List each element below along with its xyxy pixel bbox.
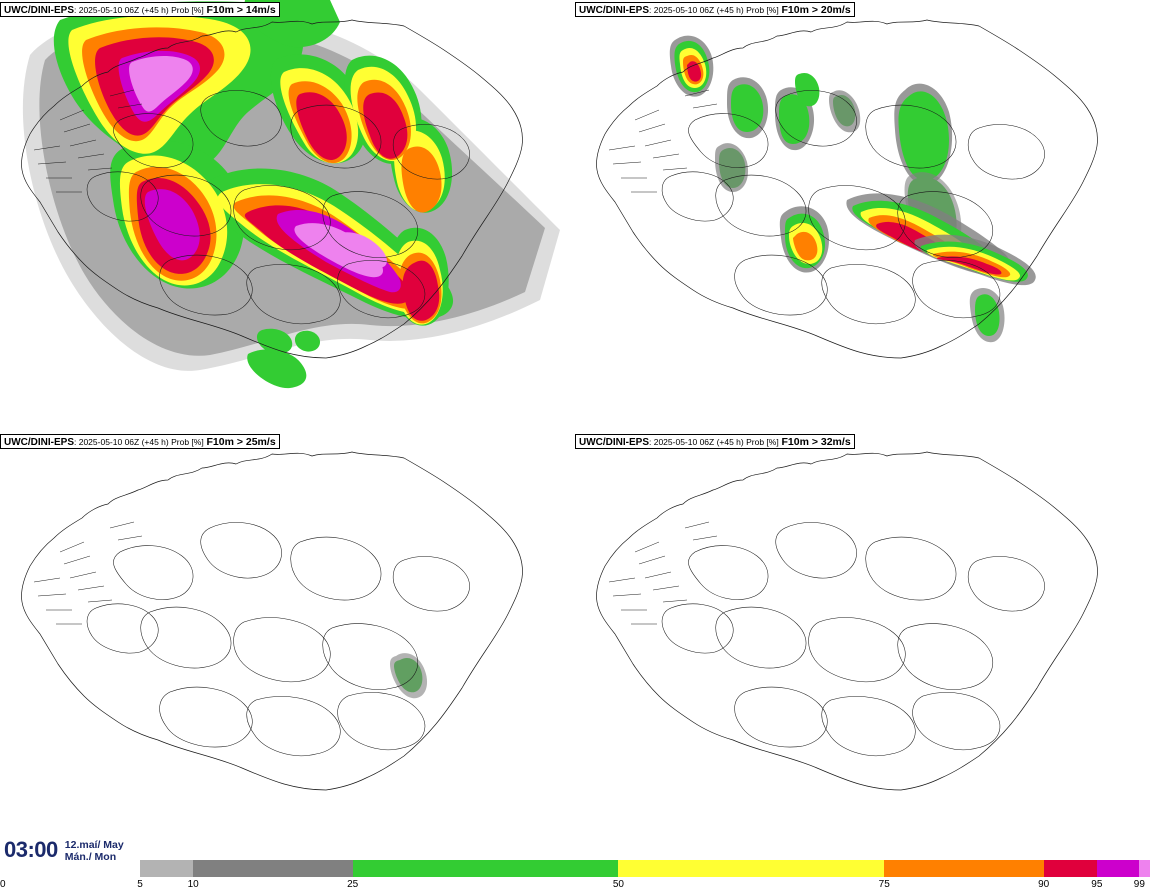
panel-variable-label: F10m > 20m/s (781, 4, 851, 16)
probability-shading-20ms (670, 36, 1036, 343)
colorbar-segment-10-25 (193, 860, 352, 877)
colorbar-segment-95-99 (1097, 860, 1140, 877)
colorbar-tick-25: 25 (347, 879, 359, 890)
panel-run-label: : 2025-05-10 06Z (+45 h) Prob [%] (74, 5, 204, 15)
colorbar-tick-10: 10 (187, 879, 199, 890)
probability-shading-14ms (10, 0, 575, 395)
colorbar-segment-25-50 (353, 860, 619, 877)
colorbar-segment-75-90 (884, 860, 1043, 877)
map-canvas-20ms (575, 0, 1150, 432)
panel-title-32ms (575, 434, 855, 449)
colorbar-tick-95: 95 (1091, 879, 1103, 890)
probability-shading-25ms (390, 653, 427, 698)
panel-run-label: : 2025-05-10 06Z (+45 h) Prob [%] (649, 437, 779, 447)
panel-variable-label: F10m > 25m/s (206, 436, 276, 448)
map-panel-32ms[interactable] (575, 432, 1150, 864)
panel-model-label: UWC/DINI-EPS (579, 5, 649, 16)
panel-model-label: UWC/DINI-EPS (4, 5, 74, 16)
valid-time-badge (0, 831, 134, 869)
colorbar-tick-90: 90 (1038, 879, 1050, 890)
panel-run-label: : 2025-05-10 06Z (+45 h) Prob [%] (74, 437, 204, 447)
panel-title-20ms (575, 2, 855, 17)
map-canvas-25ms (0, 432, 575, 864)
colorbar-segment-90-95 (1044, 860, 1097, 877)
valid-time-clock: 03:00 (4, 837, 58, 862)
colorbar-segment-99-100 (1139, 860, 1150, 877)
panel-variable-label: F10m > 32m/s (781, 436, 851, 448)
map-panel-14ms[interactable] (0, 0, 575, 432)
panel-title-25ms (0, 434, 280, 449)
colorbar-gradient (140, 860, 1150, 877)
map-canvas-32ms (575, 432, 1150, 864)
valid-date-block (65, 838, 124, 863)
colorbar (137, 860, 1150, 890)
colorbar-tick-5: 5 (137, 879, 143, 890)
valid-date-line2: Mán./ Mon (64, 850, 117, 863)
colorbar-tick-50: 50 (612, 879, 624, 890)
map-canvas-14ms (0, 0, 575, 432)
colorbar-zero-label: 0 (0, 879, 6, 890)
colorbar-segment-5-10 (140, 860, 193, 877)
panel-model-label: UWC/DINI-EPS (579, 437, 649, 448)
map-panel-20ms[interactable] (575, 0, 1150, 432)
colorbar-tick-99: 99 (1133, 879, 1145, 890)
panel-run-label: : 2025-05-10 06Z (+45 h) Prob [%] (649, 5, 779, 15)
colorbar-segment-50-75 (618, 860, 884, 877)
footer-bar (0, 831, 1150, 891)
panel-title-14ms (0, 2, 280, 17)
panel-variable-label: F10m > 14m/s (206, 4, 276, 16)
colorbar-tick-75: 75 (878, 879, 890, 890)
valid-date-line1: 12.maí/ May (64, 838, 124, 851)
map-panel-25ms[interactable] (0, 432, 575, 864)
panel-model-label: UWC/DINI-EPS (4, 437, 74, 448)
